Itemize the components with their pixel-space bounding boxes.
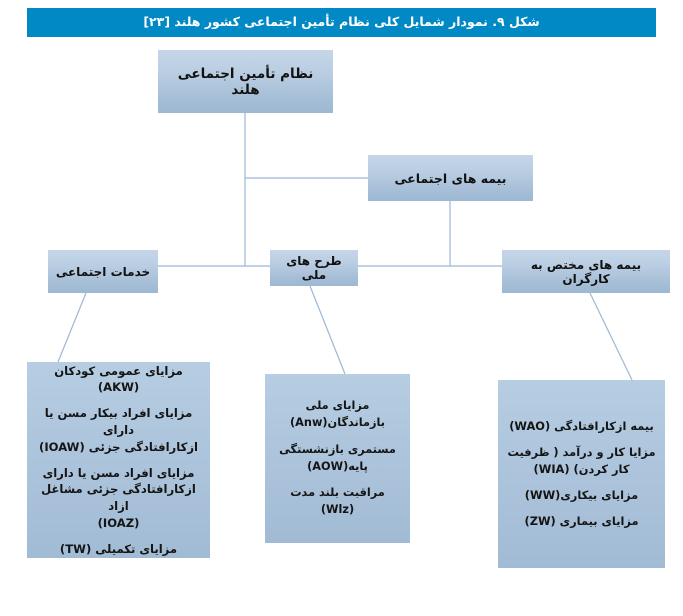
wire-national-schemes-to-panel — [310, 286, 345, 374]
panel-item-line: مزایای افراد مسن یا دارای — [42, 465, 195, 480]
panel-item — [265, 442, 410, 476]
node-social-services-label: خدمات اجتماعی — [55, 264, 151, 279]
node-root[interactable] — [158, 50, 333, 113]
panel-item — [265, 398, 410, 432]
node-national-schemes-label: طرح های ملی — [286, 254, 342, 282]
panel-item-line: مزایای افراد بیکار مسن یا دارای — [44, 406, 193, 437]
panel-item-line: کار کردن) (WIA) — [533, 461, 630, 476]
figure-caption-text: شکل ۹. نمودار شمایل کلی نظام تأمین اجتماعی کشور هلند [۲۳] — [143, 14, 540, 30]
panel-item-line: مزایای عمومی کودکان (AKW) — [54, 363, 183, 395]
panel-worker-insurance — [498, 380, 665, 568]
panel-item-line: مزایا کار و درآمد ( ظرفیت — [507, 444, 656, 459]
node-worker-insurance-label: بیمه های مختص به کارگران — [530, 257, 642, 286]
panel-item-line: مستمری بازنشستگی — [279, 442, 396, 456]
panel-item — [498, 513, 665, 530]
panel-item-line: ازکارافتادگی جزئی (IOAW) — [39, 439, 198, 454]
node-root-label: نظام تأمین اجتماعی هلند — [177, 65, 314, 98]
wire-social-services-to-panel — [58, 293, 86, 362]
node-social-insurance-label: بیمه های اجتماعی — [394, 170, 507, 186]
panel-item-line: مزایای بیکاری(WW) — [524, 488, 639, 503]
panel-item-line: ازکارافتادگی جزئی مشاغل ازاد — [41, 482, 196, 514]
panel-item — [27, 541, 210, 558]
node-national-schemes[interactable] — [270, 250, 358, 286]
node-worker-insurance[interactable] — [502, 250, 670, 293]
panel-item-line: مراقبت بلند مدت (Wlz) — [290, 486, 385, 517]
figure-caption-bar — [27, 8, 656, 37]
panel-item — [498, 487, 665, 504]
node-social-insurance[interactable] — [368, 155, 533, 201]
panel-item — [27, 465, 210, 532]
panel-social-services — [27, 362, 210, 558]
node-social-services[interactable] — [48, 250, 158, 293]
panel-item — [27, 405, 210, 455]
panel-item-line: پایه(AOW) — [307, 459, 368, 473]
panel-item-line: (IOAZ) — [97, 515, 140, 530]
panel-item — [498, 418, 665, 435]
panel-national-schemes — [265, 374, 410, 543]
panel-item — [498, 444, 665, 478]
panel-item-line: بازماندگان(Anw) — [289, 415, 385, 429]
panel-item — [265, 485, 410, 519]
panel-item-line: مزایای ملی — [305, 398, 370, 412]
panel-item-line: بیمه ازکارافتادگی (WAO) — [509, 418, 654, 433]
panel-item — [27, 363, 210, 397]
panel-item-line: مزایای تکمیلی (TW) — [59, 541, 178, 556]
panel-item-line: مزایای بیماری (ZW) — [524, 514, 639, 529]
wire-worker-insurance-to-panel — [590, 293, 632, 380]
